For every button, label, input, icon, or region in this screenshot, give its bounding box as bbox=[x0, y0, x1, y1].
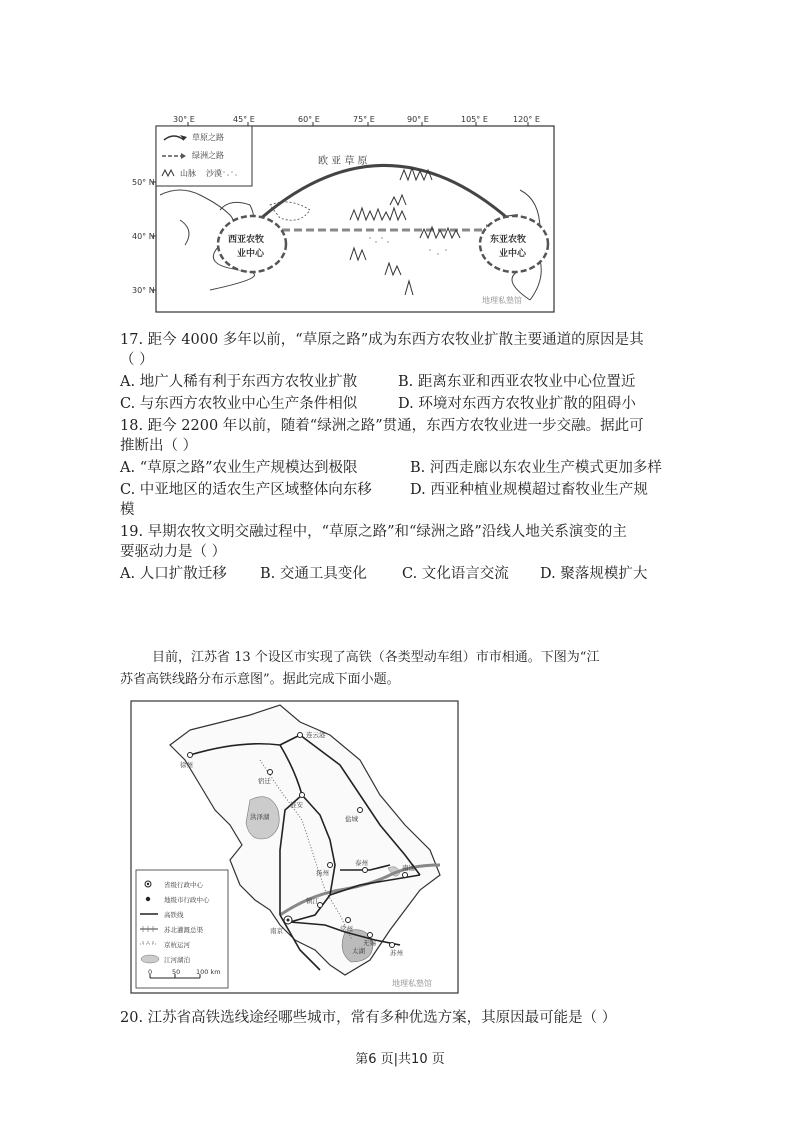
q18-option-c: C. 中亚地区的适农生产区域整体向东移 bbox=[120, 482, 372, 498]
q17-option-d: D. 环境对东西方农牧业扩散的阻碍小 bbox=[398, 396, 636, 412]
jiangsu-rail-map bbox=[130, 700, 460, 995]
lon-label: 105° E bbox=[461, 115, 488, 124]
q18-option-d-cont: 模 bbox=[120, 502, 135, 518]
city-label: 苏州 bbox=[390, 949, 403, 957]
city-label: 宿迁 bbox=[258, 777, 271, 785]
city-label: 连云港 bbox=[306, 731, 326, 739]
page-footer: 第6 页|共10 页 bbox=[355, 1052, 445, 1067]
watermark: 地理私塾馆 bbox=[392, 979, 432, 988]
east-center-label: 东亚农牧 bbox=[490, 235, 527, 245]
q17-paren: （ ） bbox=[120, 352, 154, 368]
west-center-label: 西亚农牧 bbox=[228, 235, 265, 245]
legend-oasis-road: 绿洲之路 bbox=[192, 151, 224, 160]
lat-label: 30° N bbox=[132, 286, 155, 295]
legend-provincial-capital: 省级行政中心 bbox=[164, 881, 203, 889]
q18-stem: 18. 距今 2200 年以前，随着“绿洲之路”贯通，东西方农牧业进一步交融。据此可 bbox=[120, 418, 644, 434]
lat-label: 50° N bbox=[132, 178, 155, 187]
city-label: 常州 bbox=[340, 925, 353, 933]
region-label: 欧 亚 草 原 bbox=[318, 156, 368, 167]
east-center-label: 业中心 bbox=[499, 249, 527, 259]
silk-road-map bbox=[120, 110, 560, 320]
watermark: 地理私塾馆 bbox=[482, 296, 522, 305]
scale-label: 0 bbox=[148, 968, 153, 976]
legend-prefecture-city: 地级市行政中心 bbox=[164, 896, 210, 904]
city-label: 南通 bbox=[402, 864, 415, 872]
q17-option-c: C. 与东西方农牧业中心生产条件相似 bbox=[120, 396, 358, 412]
q19-option-d: D. 聚落规模扩大 bbox=[540, 566, 648, 582]
q19-option-a: A. 人口扩散迁移 bbox=[120, 566, 227, 582]
q17-stem: 17. 距今 4000 多年以前，“草原之路”成为东西方农牧业扩散主要通道的原因是其 bbox=[120, 332, 644, 348]
legend-irrigation-canal: 苏北灌溉总渠 bbox=[164, 926, 203, 934]
scale-label: 100 km bbox=[196, 968, 221, 976]
intro-line-1: 目前，江苏省 13 个设区市实现了高铁（各类型动车组）市市相通。下图为“江 bbox=[152, 650, 600, 665]
legend-high-speed-rail: 高铁线 bbox=[164, 911, 184, 919]
city-label: 镇江 bbox=[306, 897, 319, 905]
city-label: 无锡 bbox=[363, 939, 376, 947]
city-label: 泰州 bbox=[355, 859, 368, 867]
legend-water-body: 江河湖泊 bbox=[164, 956, 190, 964]
west-center-label: 业中心 bbox=[237, 249, 265, 259]
q19-option-b: B. 交通工具变化 bbox=[260, 566, 367, 582]
q18-option-d: D. 西亚种植业规模超过畜牧业生产规 bbox=[410, 482, 648, 498]
lon-label: 120° E bbox=[513, 115, 540, 124]
lat-label: 40° N bbox=[132, 232, 155, 241]
q19-option-c: C. 文化语言交流 bbox=[402, 566, 509, 582]
q17-option-b: B. 距离东亚和西亚农牧业中心位置近 bbox=[398, 374, 636, 390]
lon-label: 45° E bbox=[233, 115, 255, 124]
city-label: 扬州 bbox=[316, 869, 329, 877]
lon-label: 75° E bbox=[353, 115, 375, 124]
q19-stem-cont: 要驱动力是（ ） bbox=[120, 544, 227, 560]
lon-label: 90° E bbox=[407, 115, 429, 124]
q18-stem-cont: 推断出（ ） bbox=[120, 438, 198, 454]
intro-line-2: 苏省高铁线路分布示意图”。据此完成下面小题。 bbox=[120, 672, 400, 687]
city-label: 徐州 bbox=[180, 761, 193, 769]
q18-option-b: B. 河西走廊以东农业生产模式更加多样 bbox=[410, 460, 662, 476]
lon-label: 60° E bbox=[298, 115, 320, 124]
city-label: 南京 bbox=[270, 927, 283, 935]
city-label: 淮安 bbox=[290, 801, 303, 809]
scale-label: 50 bbox=[172, 968, 181, 976]
legend-grassland-road: 草原之路 bbox=[192, 133, 224, 142]
map2-drawing bbox=[130, 700, 460, 995]
lake-label: 洪泽湖 bbox=[250, 813, 270, 821]
map1-drawing bbox=[120, 110, 560, 320]
q17-option-a: A. 地广人稀有利于东西方农牧业扩散 bbox=[120, 374, 358, 390]
legend-mountain: 山脉 bbox=[180, 169, 196, 178]
q19-stem: 19. 早期农牧文明交融过程中，“草原之路”和“绿洲之路”沿线人地关系演变的主 bbox=[120, 524, 627, 540]
q20-stem: 20. 江苏省高铁选线途经哪些城市，常有多种优选方案，其原因最可能是（ ） bbox=[120, 1010, 617, 1026]
legend-grand-canal: 京杭运河 bbox=[164, 941, 190, 949]
lon-label: 30° E bbox=[173, 115, 195, 124]
lake-label: 太湖 bbox=[352, 947, 365, 955]
q18-option-a: A. “草原之路”农业生产规模达到极限 bbox=[120, 460, 358, 476]
legend-desert: 沙漠 bbox=[206, 169, 222, 178]
city-label: 盐城 bbox=[345, 815, 358, 823]
